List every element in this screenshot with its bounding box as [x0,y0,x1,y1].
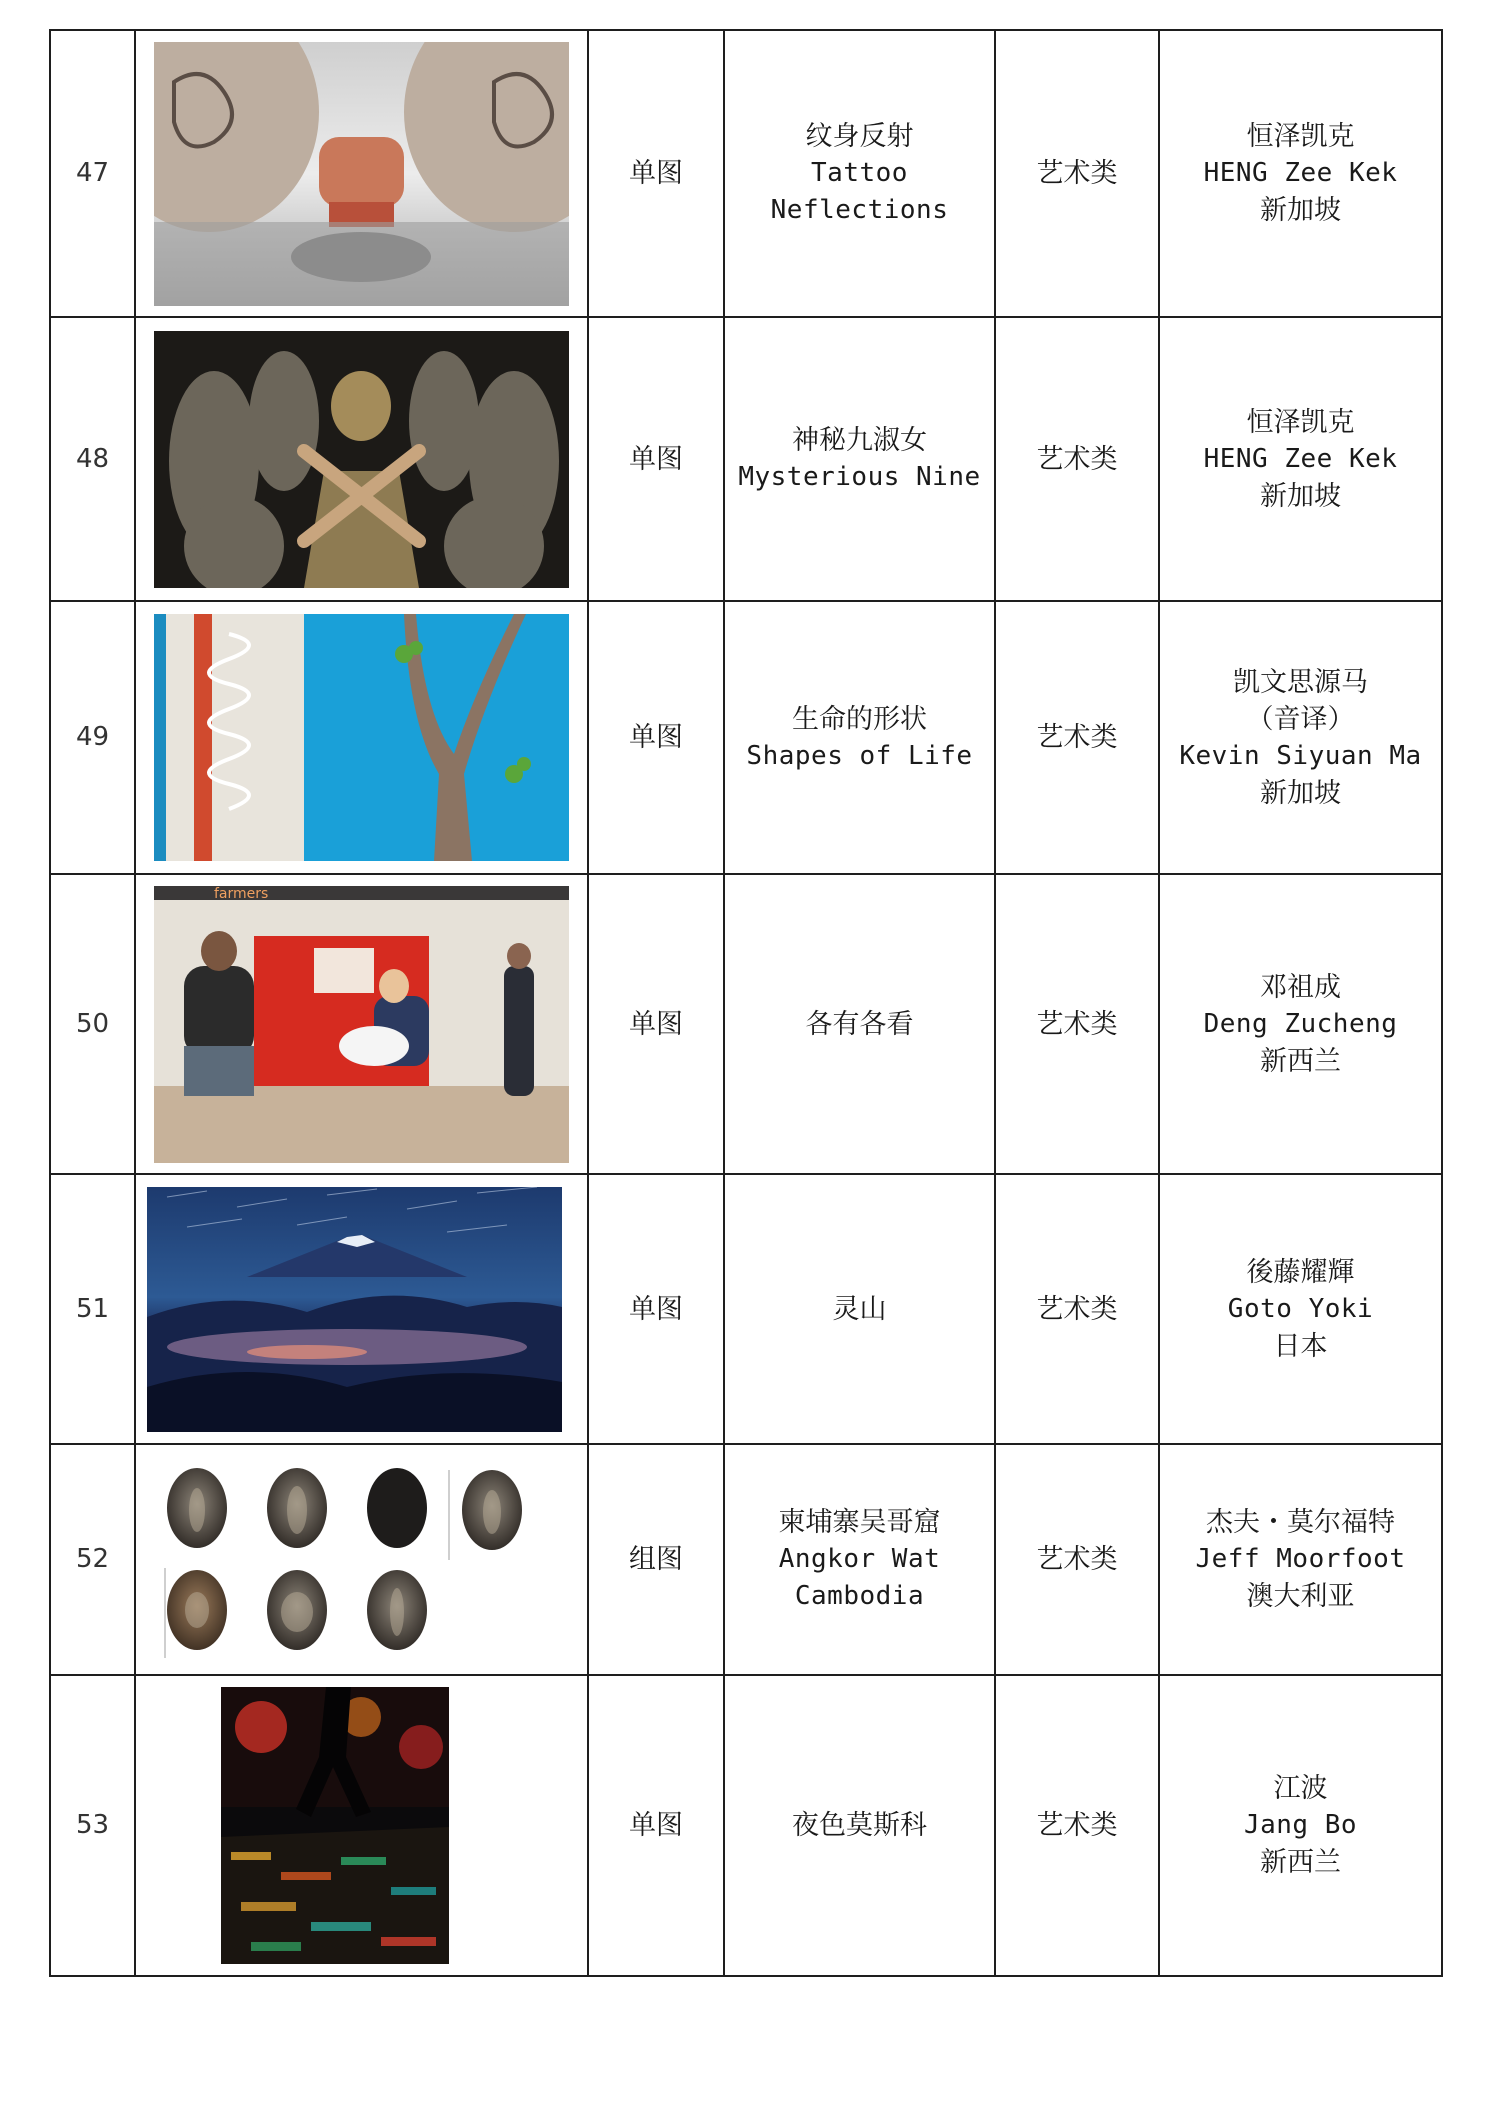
author-zh: 邓祖成 [1260,971,1341,1003]
shapes-of-life-photo [154,614,569,861]
table-row [50,874,1442,1174]
author-country: 新加坡 [1260,480,1341,512]
author-zh: 江波 [1273,1773,1328,1804]
author-country: 新加坡 [1260,777,1341,809]
table-row [50,1174,1442,1444]
mount-fuji-photo [147,1187,562,1432]
entry-title [724,1444,995,1675]
author-zh-note: （音译） [1246,703,1355,735]
title-zh: 夜色莫斯科 [792,1810,927,1841]
entry-category: 艺术类 [995,1444,1159,1675]
photo-sign-text: farmers [214,885,269,902]
entries-table-wrapper [49,29,1443,1977]
entry-type: 组图 [588,1444,724,1675]
title-en-2: Neflections [770,195,949,225]
author-en: Kevin Siyuan Ma [1179,740,1422,771]
author-zh: 恒泽凯克 [1246,406,1355,438]
entry-author [1159,1174,1442,1444]
entry-title [724,601,995,874]
title-en-1: Angkor Wat [778,1544,941,1574]
entry-category: 艺术类 [995,1174,1159,1444]
author-en: Jang Bo [1243,1810,1358,1840]
author-country: 新加坡 [1260,195,1341,226]
entry-category: 艺术类 [995,30,1159,317]
entry-number: 52 [50,1444,135,1675]
entry-number: 47 [50,30,135,317]
author-en: HENG Zee Kek [1203,158,1398,188]
entry-author [1159,1675,1442,1976]
entry-title [724,1675,995,1976]
title-en-1: Tattoo [811,158,908,188]
table-row [50,1444,1442,1675]
author-en: Goto Yoki [1227,1293,1374,1324]
title-en-2: Cambodia [794,1581,925,1611]
entry-category: 艺术类 [995,1675,1159,1976]
photo-cell [135,1444,588,1675]
table-row [50,601,1442,874]
entry-number: 48 [50,317,135,601]
author-country: 新西兰 [1260,1045,1341,1077]
author-en: Jeff Moorfoot [1195,1544,1406,1574]
photo-cell [135,874,588,1174]
photo-cell [135,317,588,601]
photo-cell [135,1174,588,1444]
entries-table [49,29,1443,1977]
entry-type: 单图 [588,317,724,601]
entry-title [724,317,995,601]
entry-type: 单图 [588,1174,724,1444]
entry-author [1159,30,1442,317]
waiting-room-photo [154,886,569,1163]
entry-number: 51 [50,1174,135,1444]
author-country: 澳大利亚 [1246,1581,1355,1612]
entry-category: 艺术类 [995,317,1159,601]
table-row [50,1675,1442,1976]
entry-category: 艺术类 [995,874,1159,1174]
entry-type: 单图 [588,601,724,874]
photo-cell [135,1675,588,1976]
entry-category: 艺术类 [995,601,1159,874]
table-row [50,317,1442,601]
author-en: Deng Zucheng [1203,1008,1398,1039]
title-zh: 各有各看 [805,1008,914,1040]
author-country: 新西兰 [1260,1847,1341,1878]
author-zh: 凯文思源马 [1233,666,1368,698]
entry-title [724,30,995,317]
entry-number: 53 [50,1675,135,1976]
title-zh: 神秘九淑女 [792,425,927,456]
title-en-1: Mysterious Nine [738,462,981,492]
author-zh: 杰夫・莫尔福特 [1206,1507,1395,1538]
title-zh: 灵山 [832,1293,887,1325]
entry-title [724,874,995,1174]
angkor-reliefs-group-photo [157,1460,567,1660]
entry-type: 单图 [588,1675,724,1976]
photo-cell [135,30,588,317]
entry-number: 50 [50,874,135,1174]
author-zh: 恒泽凯克 [1246,121,1355,152]
entry-title [724,1174,995,1444]
entry-author [1159,1444,1442,1675]
author-zh: 後藤耀輝 [1246,1256,1355,1288]
author-country: 日本 [1273,1330,1328,1362]
author-en: HENG Zee Kek [1203,443,1398,474]
entry-type: 单图 [588,874,724,1174]
tattoo-reflection-photo [154,42,569,306]
entry-number: 49 [50,601,135,874]
moscow-night-photo [221,1687,449,1964]
entry-author [1159,601,1442,874]
title-en-1: Shapes of Life [746,740,973,771]
title-zh: 生命的形状 [792,703,927,735]
photo-cell [135,601,588,874]
mysterious-nine-photo [154,331,569,588]
title-zh: 纹身反射 [805,121,914,152]
entry-type: 单图 [588,30,724,317]
title-zh: 柬埔寨吴哥窟 [778,1507,941,1538]
entry-author [1159,874,1442,1174]
entry-author [1159,317,1442,601]
table-row [50,30,1442,317]
